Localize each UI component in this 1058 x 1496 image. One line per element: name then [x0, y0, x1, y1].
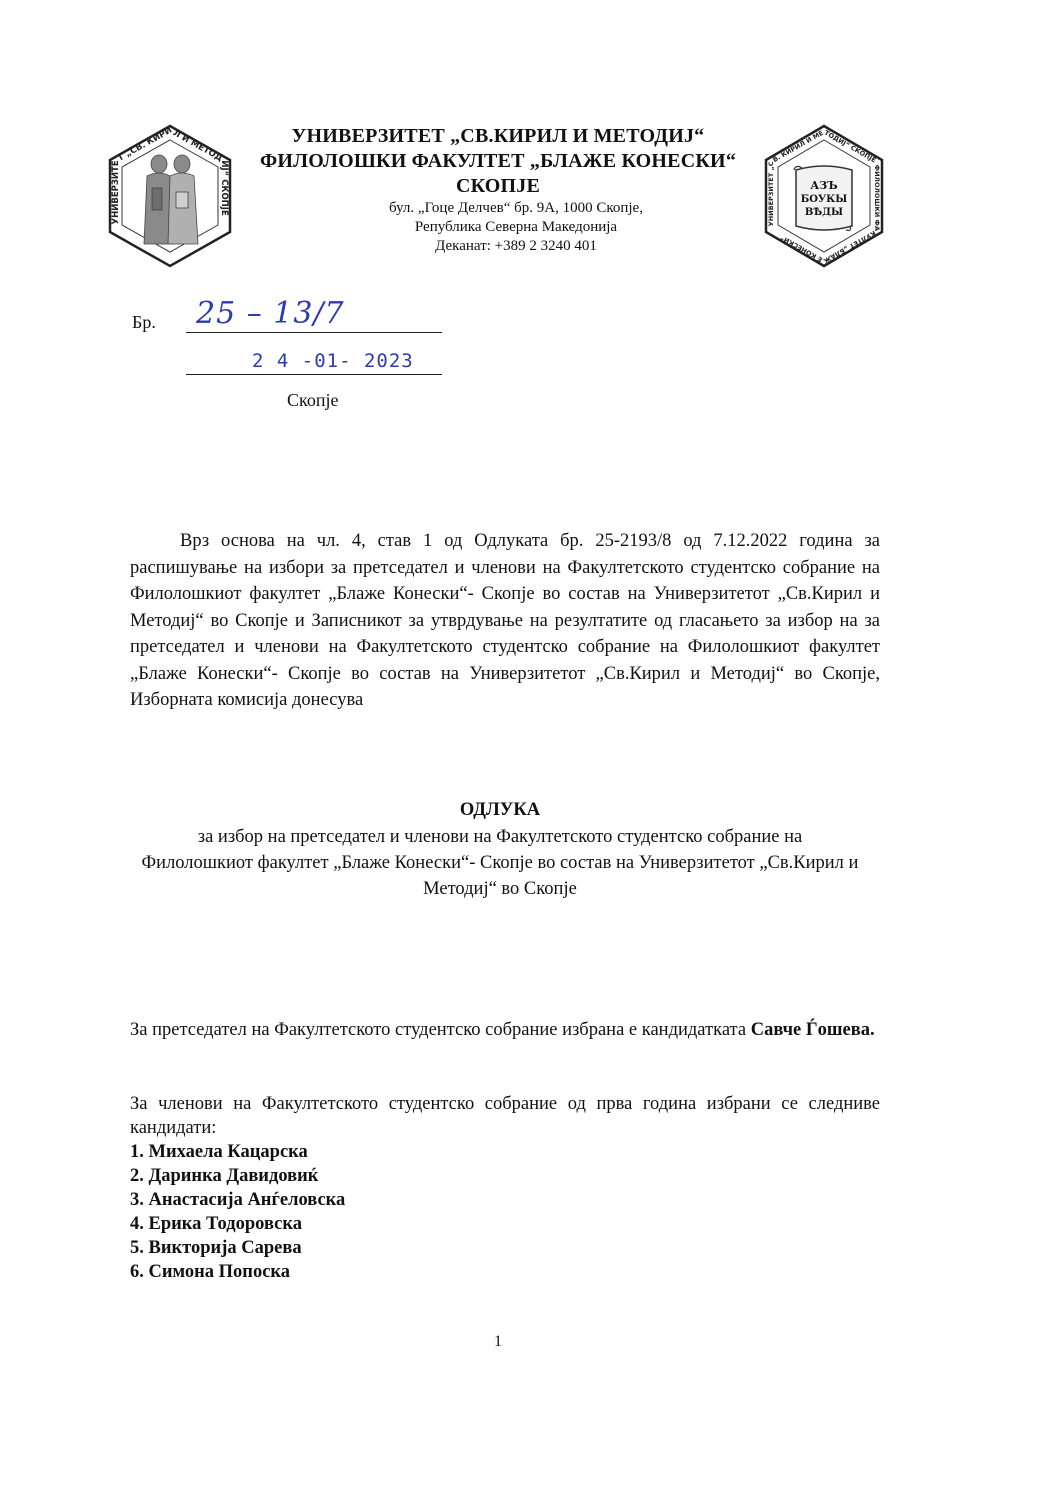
list-item: 3. Анастасија Анѓеловска: [130, 1190, 346, 1210]
institution-header: [240, 124, 756, 256]
city-name: СКОПЈЕ: [455, 175, 541, 197]
reference-underline: [186, 332, 442, 333]
left-seal-text: УНИВЕРЗИТЕТ „СВ. КИРИЛ И МЕТОДИЈ“ СКОПЈЕ: [111, 125, 229, 225]
president-paragraph: [130, 1018, 880, 1042]
list-item: 1. Михаела Кацарска: [130, 1142, 308, 1162]
reference-place: Скопје: [287, 390, 339, 410]
members-intro: За членови на Факултетското студентско собрание од прва година избрани се следниве кандидати:: [130, 1094, 880, 1138]
seal-inner-line-1: АЗЪ: [810, 179, 838, 192]
faculty-name: ФИЛОЛОШКИ ФАКУЛТЕТ „БЛАЖЕ КОНЕСКИ“: [259, 150, 737, 172]
seal-inner-line-3: ВѢДЫ: [804, 207, 844, 218]
country-line: Република Северна Македонија: [414, 219, 618, 235]
president-name: Савче Ѓошева.: [750, 1020, 875, 1040]
stamped-date: 2 4 -01- 2023: [252, 350, 414, 372]
reference-label: Бр.: [132, 312, 156, 332]
list-item: 6. Симона Попоска: [130, 1262, 291, 1282]
university-seal-logo: [104, 122, 236, 270]
faculty-seal-logo: [760, 122, 888, 270]
president-text: За претседател на Факултетското студентско собрание избрана е кандидатката: [130, 1020, 751, 1040]
handwritten-reference-number: 25 – 13/7: [196, 296, 345, 331]
list-item: 2. Даринка Давидовиќ: [130, 1166, 319, 1186]
preamble-paragraph: Врз основа на чл. 4, став 1 од Одлуката бр. 25-2193/8 од 7.12.2022 година за распишување на избори за претседател и членови на Факултетското студентско собрание на Филолошкиот факултет „Блаже Конески“- Скопје во состав на Универзитетот „Св.Кирил и Методиј“ во Скопје и Записникот за утврдување на резултатите од гласањето за избор на за претседател и членови на Факултетското студентско собрание на Филолошкиот факултет „Блаже Конески“- Скопје во состав на Универзитетот „Св.Кирил и Методиј“ во Скопје, Изборната комисија донесува: [130, 531, 880, 710]
date-underline: [186, 374, 442, 375]
list-item: 4. Ерика Тодоровска: [130, 1214, 303, 1234]
list-item: 5. Викторија Сарева: [130, 1238, 302, 1258]
right-seal-text: УНИВЕРЗИТЕТ „СВ. КИРИЛ И МЕТОДИЈ“ СКОПЈЕ ФИЛОЛОШКИ ФАКУЛТЕТ „БЛАЖЕ КОНЕСКИ“: [767, 128, 881, 265]
address-line: бул. „Гоце Делчев“ бр. 9А, 1000 Скопје,: [389, 200, 643, 216]
decision-title: ОДЛУКА: [459, 800, 541, 820]
decision-subtitle: за избор на претседател и членови на Факултетското студентско собрание на Филолошкиот факултет „Блаже Конески“- Скопје во состав на Универзитетот „Св.Кирил и Методиј“ во Скопје: [141, 827, 859, 899]
seal-inner-line-2: БОУКЫ: [800, 194, 848, 205]
page-number: 1: [494, 1333, 502, 1350]
members-list: [130, 1140, 345, 1284]
phone-line: Деканат: +389 2 3240 401: [435, 238, 597, 254]
university-name: УНИВЕРЗИТЕТ „СВ.КИРИЛ И МЕТОДИЈ“: [291, 125, 705, 147]
